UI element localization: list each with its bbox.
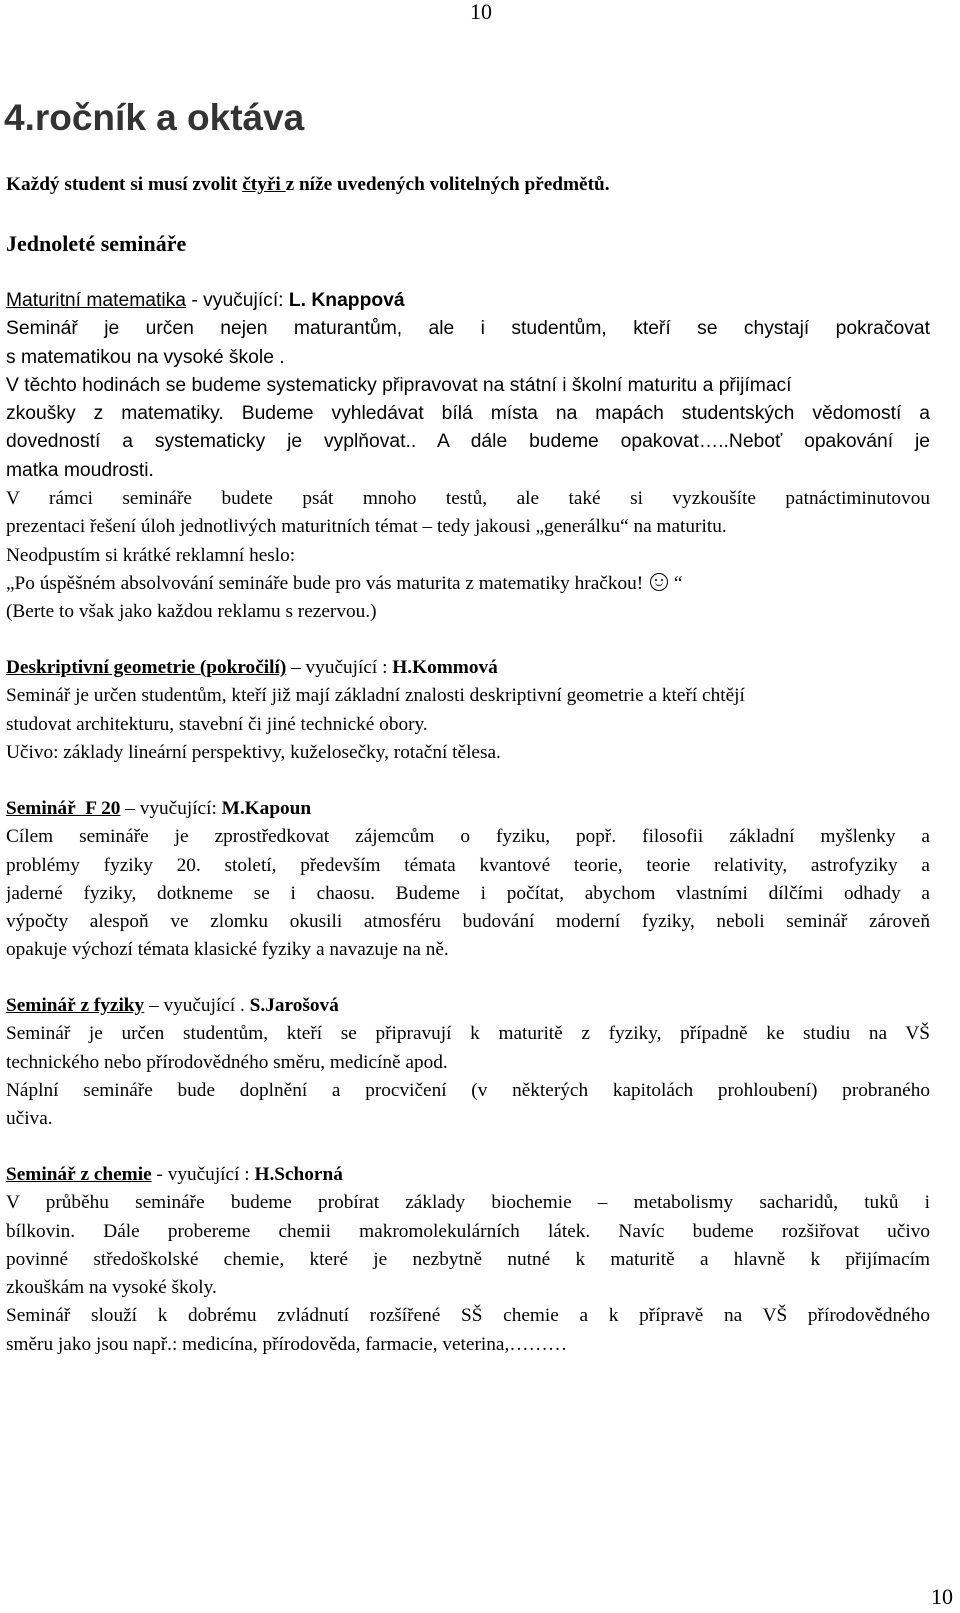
physics-title: Seminář z fyziky xyxy=(6,995,145,1016)
f20-line: jaderné fyziky, dotkneme se i chaosu. Budeme i počítat, abychom vlastními dílčími odhady a xyxy=(6,882,930,904)
f20-title: Seminář F 20 xyxy=(6,798,121,819)
physics-line: technického nebo přírodovědného směru, medicíně apod. xyxy=(6,1051,448,1073)
dg-line: Seminář je určen studentům, kteří již mají základní znalosti deskriptivní geometrie a kteří chtějí xyxy=(6,685,745,707)
intro-after: z níže uvedených volitelných předmětů. xyxy=(285,174,610,195)
math-line: matka moudrosti. xyxy=(6,459,154,481)
chem-title-line xyxy=(6,1161,930,1189)
seminar-f20 xyxy=(6,795,930,965)
chem-line: povinné středoškolské chemie, které je nezbytně nutné k maturitě a hlavně k přijímacím xyxy=(6,1248,930,1270)
slogan-line xyxy=(6,570,930,598)
math-title-line xyxy=(6,287,930,315)
f20-line: opakuje výchozí témata klasické fyziky a navazuje na ně. xyxy=(6,939,449,961)
physics-line: učiva. xyxy=(6,1108,53,1130)
seminar-chemistry xyxy=(6,1161,930,1359)
math-line: dovedností a systematicky je vyplňovat.. A dále budeme opakovat…..Neboť opakování je xyxy=(6,431,930,453)
chem-sep: - vyučující : xyxy=(151,1164,255,1185)
dg-line: Učivo: základy lineární perspektivy, kuželosečky, rotační tělesa. xyxy=(6,741,501,763)
seminar-dg xyxy=(6,654,930,767)
dg-title: Deskriptivní geometrie (pokročilí) xyxy=(6,657,287,678)
physics-line: Seminář je určen studentům, kteří se připravují k maturitě z fyziky, případně ke studiu na VŠ xyxy=(6,1023,930,1045)
dg-teacher: H.Kommová xyxy=(392,657,498,678)
f20-teacher: M.Kapoun xyxy=(221,798,312,819)
chem-teacher: H.Schorná xyxy=(254,1164,343,1185)
f20-line: výpočty alespoň ve zlomku okusili atmosféru budování moderní fyziky, neboli seminář zároveň xyxy=(6,911,930,933)
section-title: Jednoleté semináře xyxy=(6,231,187,256)
intro-line xyxy=(6,171,930,199)
intro-before: Každý student si musí zvolit xyxy=(6,174,243,195)
f20-line: problémy fyziky 20. století, především témata kvantové teorie, teorie relativity, astrofyziky a xyxy=(6,854,930,876)
math-line: V rámci semináře budete psát mnoho testů, ale také si vyzkoušíte patnáctiminutovou xyxy=(6,488,930,509)
chem-line: směru jako jsou např.: medicína, přírodověda, farmacie, veterina,……… xyxy=(6,1333,568,1355)
dg-line: studovat architekturu, stavební či jiné technické obory. xyxy=(6,713,428,735)
dg-sep: – vyučující : xyxy=(286,657,393,678)
math-line: s matematikou na vysoké škole . xyxy=(6,346,285,368)
math-line: Neodpustím si krátké reklamní heslo: xyxy=(6,544,296,566)
math-continuation xyxy=(6,485,930,626)
page-number-top: 10 xyxy=(470,0,492,24)
math-sep: - vyučující: xyxy=(186,290,289,311)
math-line: zkoušky z matematiky. Budeme vyhledávat bílá místa na mapách studentských vědomostí a xyxy=(6,403,930,425)
page-title: 4.ročník a oktáva xyxy=(4,97,305,138)
math-line: Seminář je určen nejen maturantům, ale i studentům, kteří se chystají pokračovat xyxy=(6,318,930,340)
chem-line: zkouškám na vysoké školy. xyxy=(6,1277,217,1299)
seminar-math xyxy=(6,287,930,485)
f20-title-line xyxy=(6,795,930,823)
slogan-note: (Berte to však jako každou reklamu s rezervou.) xyxy=(6,601,377,623)
dg-title-line xyxy=(6,654,930,682)
f20-line: Cílem semináře je zprostředkovat zájemcům o fyziku, popř. filosofii základní myšlenky a xyxy=(6,826,930,848)
physics-title-line xyxy=(6,992,930,1020)
chem-line: Seminář slouží k dobrému zvládnutí rozšířené SŠ chemie a k přípravě na VŠ přírodovědného xyxy=(6,1305,930,1327)
slogan-end: “ xyxy=(674,572,683,594)
math-line: prezentaci řešení úloh jednotlivých maturitních témat – tedy jakousi „generálku“ na maturitu. xyxy=(6,516,727,538)
math-line: V těchto hodinách se budeme systematicky připravovat na státní i školní maturitu a přijímací xyxy=(6,374,792,396)
chem-title: Seminář z chemie xyxy=(6,1164,152,1185)
page-number-bottom: 10 xyxy=(931,1584,953,1609)
chem-line: V průběhu semináře budeme probírat základy biochemie – metabolismy sacharidů, tuků i xyxy=(6,1192,930,1214)
math-title: Maturitní matematika xyxy=(6,290,187,311)
chem-line: bílkovin. Dále probereme chemii makromolekulárních látek. Navíc budeme rozšiřovat učivo xyxy=(6,1220,930,1242)
physics-sep: – vyučující . xyxy=(144,995,250,1016)
intro-underlined: čtyři xyxy=(242,174,286,195)
smiley-icon xyxy=(650,573,668,591)
slogan: „Po úspěšném absolvování semináře bude pro vás maturita z matematiky hračkou! xyxy=(6,572,644,594)
math-teacher: L. Knappová xyxy=(288,290,405,311)
physics-line: Náplní semináře bude doplnění a procvičení (v některých kapitolách prohloubení) probraného xyxy=(6,1079,930,1101)
seminar-physics xyxy=(6,992,930,1133)
physics-teacher: S.Jarošová xyxy=(249,995,339,1016)
f20-sep: – vyučující: xyxy=(120,798,222,819)
